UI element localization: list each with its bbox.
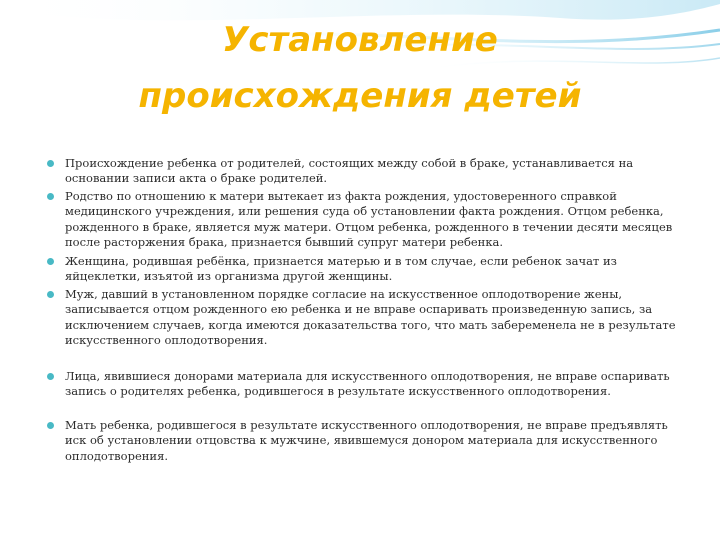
bullet-text: Лица, явившиеся донорами материала для искусственного оплодотворения, не вправе оспаривать запись о родителях ребенка, родившегося в результате искусственного оплодотворения.	[65, 369, 670, 399]
bullet-dot-icon	[47, 291, 54, 298]
bullet-dot-icon	[47, 193, 54, 200]
bullet-text: Происхождение ребенка от родителей, состоящих между собой в браке, устанавливается на основании записи акта о браке родителей.	[65, 156, 634, 186]
bullet-dot-icon	[47, 258, 54, 265]
bullet-item	[65, 287, 685, 349]
bullet-text: Родство по отношению к матери вытекает из факта рождения, удостоверенного справкой медицинского учреждения, или решения суда об установлении факта рождения. Отцом ребенка, рожденного в браке, является муж матери. Отцом ребенка, рожденного в течении десяти месяцев после расторжения брака, признается бывший супруг матери ребенка.	[65, 189, 673, 250]
bullet-item	[65, 189, 685, 251]
bullet-dot-icon	[47, 373, 54, 380]
slide-title-line-1: Установление	[222, 20, 498, 60]
slide-title-line-2: происхождения детей	[138, 76, 582, 116]
bullet-dot-icon	[47, 422, 54, 429]
bullet-text: Женщина, родившая ребёнка, признается матерью и в том случае, если ребенок зачат из яйцеклетки, изъятой из организма другой женщины.	[65, 254, 617, 284]
bullet-text: Муж, давший в установленном порядке согласие на искусственное оплодотворение жены, записывается отцом рожденного ею ребенка и не вправе оспаривать произведенную запись, за исключением случаев, когда имеются доказательства того, что мать забеременела не в результате искусственного оплодотворения.	[65, 287, 676, 348]
bullet-item	[65, 418, 685, 464]
bullet-item	[65, 369, 685, 400]
bullet-item	[65, 156, 685, 187]
bullet-dot-icon	[47, 160, 54, 167]
bullet-item	[65, 254, 685, 285]
bullet-text: Мать ребенка, родившегося в результате искусственного оплодотворения, не вправе предъявлять иск об установлении отцовства к мужчине, явившемуся донором материала для искусственного оплодотворения.	[65, 418, 668, 463]
